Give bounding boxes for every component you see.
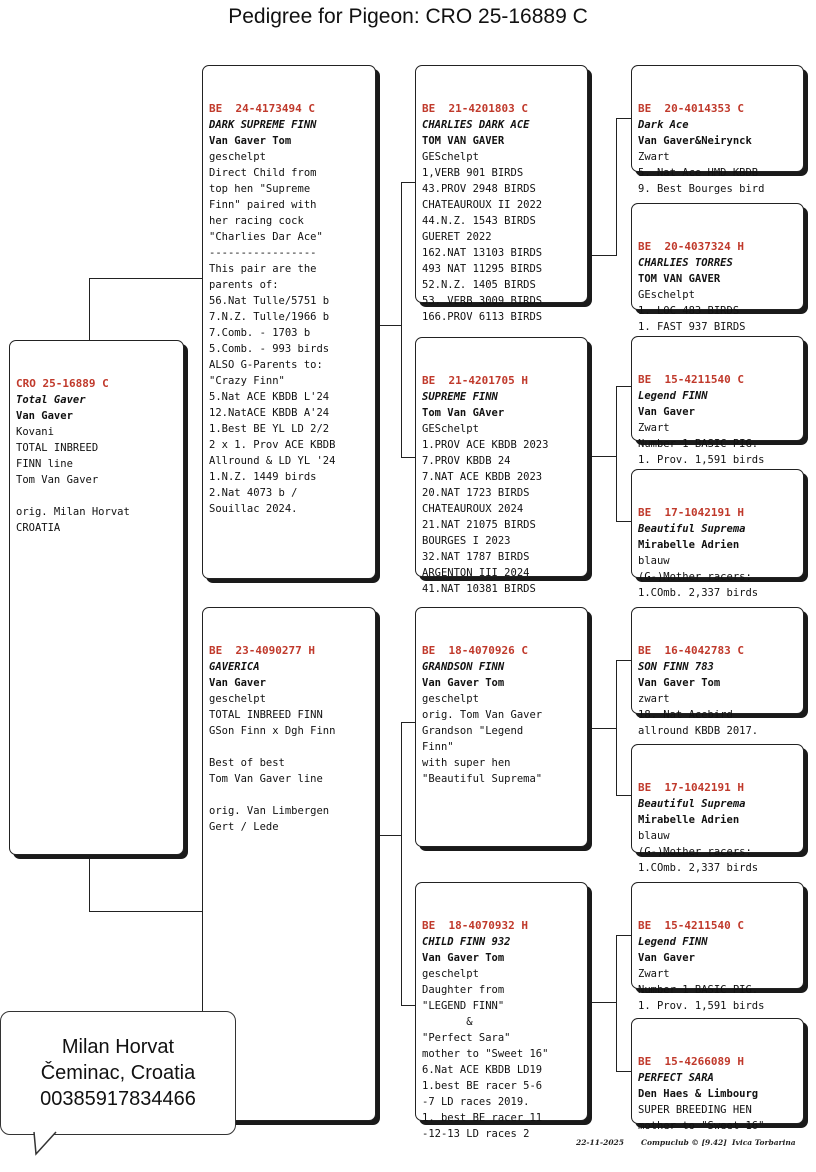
card-notes [638, 436, 798, 468]
pedigree-card-mmm[interactable] [631, 1018, 804, 1132]
pedigree-card-fff[interactable] [631, 65, 804, 195]
note-line: 20.NAT 1723 BIRDS [422, 487, 530, 499]
note-line: Allround & LD YL '24 [209, 455, 336, 467]
note-line: Daughter from [422, 984, 505, 996]
note-line: 2.Nat 4073 b / [209, 487, 298, 499]
note-line: 1. Prov. 1,591 birds [638, 1000, 765, 1012]
breeder-name: Van Gaver [638, 952, 695, 964]
pigeon-name: DARK SUPREME FINN [209, 119, 317, 131]
pigeon-name: Legend FINN [638, 390, 708, 402]
note-line: Best of best [209, 757, 285, 769]
note-line: "Perfect Sara" [422, 1032, 511, 1044]
pedigree-card-fmf[interactable] [631, 336, 804, 466]
breeder-name: Den Haes & Limbourg [638, 1088, 759, 1100]
connector [616, 660, 617, 796]
pedigree-card-mfm[interactable] [631, 744, 804, 874]
plumage-color: Zwart [638, 422, 670, 434]
note-line: This pair are the [209, 263, 317, 275]
note-line: "Beautiful Suprema" [422, 773, 543, 785]
pigeon-name: PERFECT SARA [638, 1072, 714, 1084]
connector [376, 325, 401, 326]
connector [616, 935, 617, 1072]
note-line: 1. LOC 483 BIRDS [638, 305, 740, 317]
pedigree-card-subject[interactable] [9, 340, 184, 855]
breeder-name: TOM VAN GAVER [422, 135, 505, 147]
connector [89, 911, 204, 912]
note-line: 7.Comb. - 1703 b [209, 327, 311, 339]
note-line: allround KBDB 2017. [638, 725, 759, 737]
note-line: & [422, 1016, 473, 1028]
plumage-color: geschelpt [209, 151, 266, 163]
plumage-color: Zwart [638, 968, 670, 980]
breeder-name: Mirabelle Adrien [638, 539, 740, 551]
note-line: 1. best BE racer 11 [422, 1112, 543, 1124]
note-line: 7.NAT ACE KBDB 2023 [422, 471, 543, 483]
note-line: 5. Nat Ace HMD KBDB [638, 167, 759, 179]
note-line: 166.PROV 6113 BIRDS [422, 311, 543, 323]
note-line: "Crazy Finn" [209, 375, 285, 387]
plumage-color: GEschelpt [638, 289, 695, 301]
note-line: 493 NAT 11295 BIRDS [422, 263, 543, 275]
contact-bubble [0, 1011, 236, 1135]
note-line: mother to "Sweet 16" [638, 1120, 765, 1132]
card-notes [422, 707, 582, 787]
plumage-color: zwart [638, 693, 670, 705]
note-line: 1.best BE racer 5-6 [422, 1080, 543, 1092]
pigeon-name: GRANDSON FINN [422, 661, 505, 673]
plumage-color: GESchelpt [422, 151, 479, 163]
pigeon-name: Legend FINN [638, 936, 708, 948]
connector [401, 722, 402, 1006]
plumage-color: blauw [638, 555, 670, 567]
note-line: 9. Best Bourges bird [638, 183, 765, 195]
note-line: GUERET 2022 [422, 231, 492, 243]
note-line: CHATEAUROUX 2024 [422, 503, 524, 515]
note-line: ----------------- [209, 247, 317, 259]
card-notes [638, 165, 798, 197]
note-line: ARGENTON III 2024 [422, 567, 530, 579]
plumage-color: geschelpt [422, 968, 479, 980]
connector [588, 1002, 616, 1003]
breeder-name: Van Gaver Tom [638, 677, 721, 689]
card-notes [638, 569, 798, 601]
note-line: 21.NAT 21075 BIRDS [422, 519, 536, 531]
contact-phone: 00385917834466 [40, 1088, 196, 1110]
note-line: CHATEAUROUX II 2022 [422, 199, 543, 211]
note-line: FINN line [16, 458, 73, 470]
page-title: Pedigree for Pigeon: CRO 25-16889 C [228, 5, 588, 28]
note-line: Souillac 2024. [209, 503, 298, 515]
note-line: 7.N.Z. Tulle/1966 b [209, 311, 330, 323]
ring-number: BE 15-4211540 C [638, 373, 744, 386]
contact-name: Milan Horvat [61, 1036, 175, 1058]
note-line: 1.COmb. 2,337 birds [638, 862, 759, 874]
note-line: Gert / Lede [209, 821, 279, 833]
note-line: Tom Van Gaver [16, 474, 99, 486]
note-line: 1.Best BE YL LD 2/2 [209, 423, 330, 435]
card-notes [422, 982, 582, 1142]
note-line: "Charlies Dar Ace" [209, 231, 323, 243]
pedigree-card-fmm[interactable] [631, 469, 804, 599]
note-line [209, 787, 370, 803]
note-line: Number 1 BASIC PIG. [638, 984, 759, 996]
breeder-name: Van Gaver [638, 406, 695, 418]
pigeon-name: GAVERICA [209, 661, 260, 673]
note-line: 32.NAT 1787 BIRDS [422, 551, 530, 563]
connector [401, 182, 402, 458]
plumage-color: blauw [638, 830, 670, 842]
breeder-name: Van Gaver [16, 410, 73, 422]
breeder-name: Van Gaver&Neirynck [638, 135, 752, 147]
pedigree-card-ffm[interactable] [631, 203, 804, 333]
note-line: 2 x 1. Prov ACE KBDB [209, 439, 336, 451]
note-line: "LEGEND FINN" [422, 1000, 505, 1012]
pigeon-name: Beautiful Suprema [638, 798, 746, 810]
ring-number: BE 18-4070932 H [422, 919, 528, 932]
pedigree-card-mmf[interactable] [631, 882, 804, 1012]
note-line: 43.PROV 2948 BIRDS [422, 183, 536, 195]
note-line: 44.N.Z. 1543 BIRDS [422, 215, 536, 227]
ring-number: BE 20-4014353 C [638, 102, 744, 115]
connector [89, 278, 204, 279]
breeder-name: Van Gaver [209, 677, 266, 689]
note-line: -12-13 LD races 2 [422, 1128, 530, 1140]
note-line: orig. Milan Horvat [16, 506, 130, 518]
footer-software: Compuclub © [9.42] Ivica Torbarina [641, 1138, 796, 1147]
note-line: 12.NatACE KBDB A'24 [209, 407, 330, 419]
note-line: 1.COmb. 2,337 birds [638, 587, 759, 599]
pedigree-card-ff[interactable] [415, 65, 588, 323]
pigeon-name: CHILD FINN 932 [422, 936, 511, 948]
plumage-color: Zwart [638, 151, 670, 163]
note-line: 6.Nat ACE KBDB LD19 [422, 1064, 543, 1076]
connector [89, 278, 90, 340]
note-line: 1. Prov. 1,591 birds [638, 454, 765, 466]
pedigree-card-mff[interactable] [631, 607, 804, 737]
note-line: Direct Child from [209, 167, 317, 179]
connector [616, 386, 617, 522]
note-line [209, 739, 370, 755]
pigeon-name: Total Gaver [16, 394, 86, 406]
note-line [16, 488, 178, 504]
card-notes [638, 303, 798, 335]
note-line: top hen "Supreme [209, 183, 311, 195]
breeder-name: Tom Van GAver [422, 407, 505, 419]
footer-date: 22-11-2025 [576, 1138, 624, 1147]
note-line: 5.Comb. - 993 birds [209, 343, 330, 355]
pedigree-card-fm[interactable] [415, 337, 588, 595]
card-notes [638, 1102, 798, 1134]
plumage-color: geschelpt [422, 693, 479, 705]
note-line: Grandson "Legend [422, 725, 524, 737]
ring-number: BE 18-4070926 C [422, 644, 528, 657]
card-notes [422, 165, 582, 325]
connector [376, 835, 401, 836]
note-line: 1.N.Z. 1449 birds [209, 471, 317, 483]
note-line: GSon Finn x Dgh Finn [209, 725, 336, 737]
note-line: her racing cock [209, 215, 304, 227]
pigeon-name: Dark Ace [638, 119, 689, 131]
card-notes [16, 440, 178, 536]
contact-place: Čeminac, Croatia [40, 1062, 196, 1084]
ring-number: BE 17-1042191 H [638, 781, 744, 794]
breeder-name: Mirabelle Adrien [638, 814, 740, 826]
note-line: 53. VERB 3009 BIRDS [422, 295, 543, 307]
note-line: 41.NAT 10381 BIRDS [422, 583, 536, 595]
ring-number: BE 20-4037324 H [638, 240, 744, 253]
connector [588, 728, 616, 729]
connector [89, 855, 90, 912]
ring-number: BE 16-4042783 C [638, 644, 744, 657]
breeder-name: Van Gaver Tom [422, 952, 505, 964]
note-line: -7 LD races 2019. [422, 1096, 530, 1108]
plumage-color: GESchelpt [422, 423, 479, 435]
note-line: parents of: [209, 279, 279, 291]
note-line: 18. Nat Acebird [638, 709, 733, 721]
ring-number: CRO 25-16889 C [16, 377, 109, 390]
pigeon-name: CHARLIES DARK ACE [422, 119, 530, 131]
note-line: 52.N.Z. 1405 BIRDS [422, 279, 536, 291]
breeder-name: TOM VAN GAVER [638, 273, 721, 285]
note-line: CROATIA [16, 522, 61, 534]
connector [588, 255, 616, 256]
note-line: BOURGES I 2023 [422, 535, 511, 547]
ring-number: BE 21-4201705 H [422, 374, 528, 387]
card-notes [209, 707, 370, 835]
breeder-name: Van Gaver Tom [422, 677, 505, 689]
ring-number: BE 23-4090277 H [209, 644, 315, 657]
pigeon-name: SUPREME FINN [422, 391, 498, 403]
note-line: orig. Van Limbergen [209, 805, 330, 817]
note-line: SUPER BREEDING HEN [638, 1104, 752, 1116]
ring-number: BE 15-4211540 C [638, 919, 744, 932]
ring-number: BE 21-4201803 C [422, 102, 528, 115]
card-notes [209, 165, 370, 517]
note-line: 5.Nat ACE KBDB L'24 [209, 391, 330, 403]
card-notes [638, 844, 798, 876]
speech-tail-icon [30, 1132, 70, 1156]
pigeon-name: CHARLIES TORRES [638, 257, 733, 269]
note-line: orig. Tom Van Gaver [422, 709, 543, 721]
note-line: 162.NAT 13103 BIRDS [422, 247, 543, 259]
note-line: Finn" [422, 741, 454, 753]
note-line: Tom Van Gaver line [209, 773, 323, 785]
connector [616, 118, 617, 256]
note-line: (G-)Mother racers: [638, 571, 752, 583]
note-line: Finn" paired with [209, 199, 317, 211]
pigeon-name: Beautiful Suprema [638, 523, 746, 535]
note-line: 1.PROV ACE KBDB 2023 [422, 439, 549, 451]
card-notes [638, 982, 798, 1014]
pedigree-card-mm[interactable] [415, 882, 588, 1140]
ring-number: BE 17-1042191 H [638, 506, 744, 519]
note-line: TOTAL INBREED [16, 442, 99, 454]
note-line: 1. FAST 937 BIRDS [638, 321, 746, 333]
note-line: TOTAL INBREED FINN [209, 709, 323, 721]
pedigree-card-mf[interactable] [415, 607, 588, 847]
pedigree-card-father[interactable] [202, 65, 376, 579]
note-line: mother to "Sweet 16" [422, 1048, 549, 1060]
pigeon-name: SON FINN 783 [638, 661, 714, 673]
connector [588, 456, 616, 457]
note-line: (G-)Mother racers: [638, 846, 752, 858]
note-line: Number 1 BASIC PIG. [638, 438, 759, 450]
breeder-name: Van Gaver Tom [209, 135, 292, 147]
plumage-color: Kovani [16, 426, 54, 438]
ring-number: BE 24-4173494 C [209, 102, 315, 115]
note-line: ALSO G-Parents to: [209, 359, 323, 371]
note-line: with super hen [422, 757, 511, 769]
note-line: 1,VERB 901 BIRDS [422, 167, 524, 179]
note-line: 7.PROV KBDB 24 [422, 455, 511, 467]
ring-number: BE 15-4266089 H [638, 1055, 744, 1068]
card-notes [422, 437, 582, 597]
plumage-color: geschelpt [209, 693, 266, 705]
note-line: 56.Nat Tulle/5751 b [209, 295, 330, 307]
card-notes [638, 707, 798, 739]
